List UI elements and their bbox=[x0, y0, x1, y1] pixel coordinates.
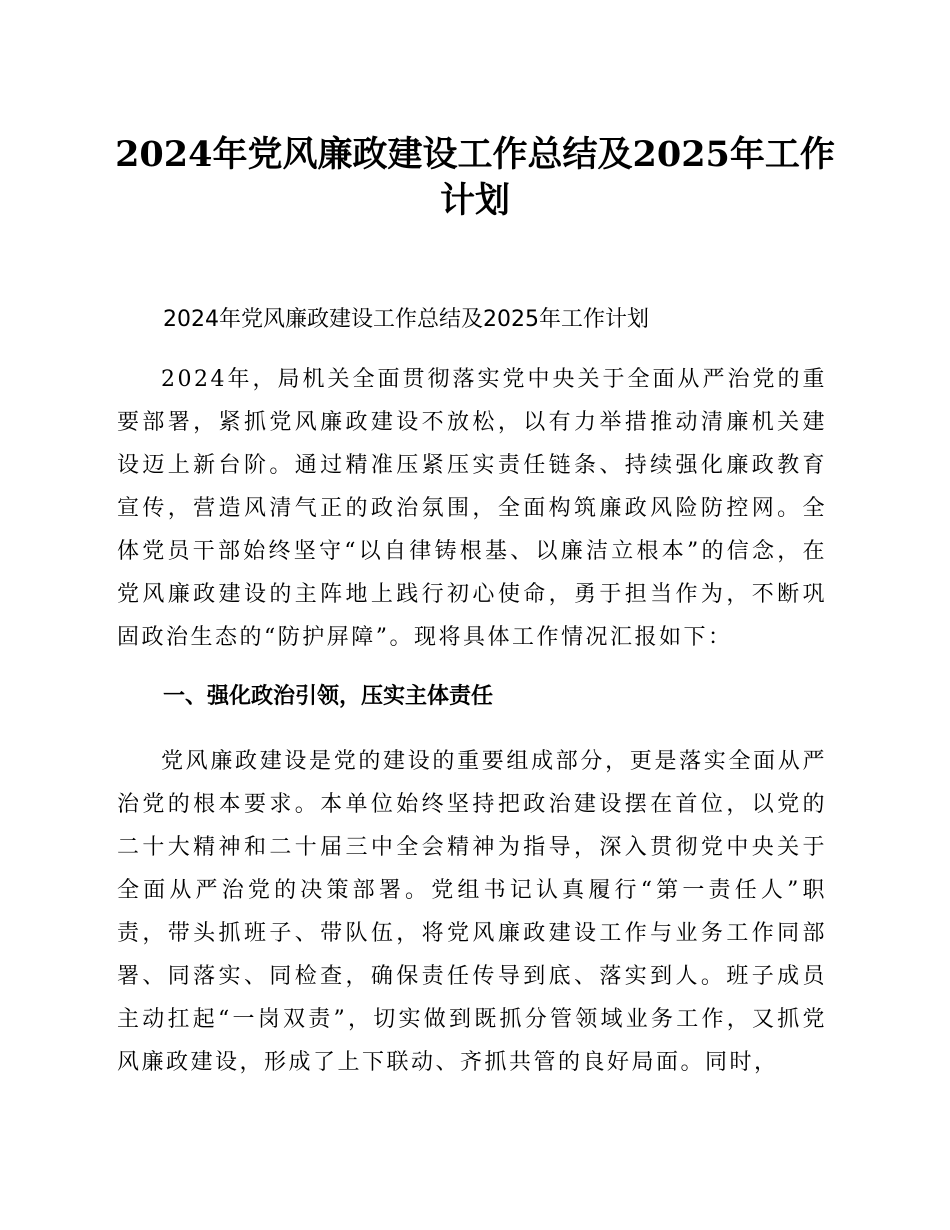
document-subtitle: 2024年党风廉政建设工作总结及2025年工作计划 bbox=[163, 307, 649, 332]
intro-paragraph: 2024年，局机关全面贯彻落实党中央关于全面从严治党的重要部署，紧抓党风廉政建设不放松，以有力举措推动清廉机关建设迈上新台阶。通过精准压紧压实责任链条、持续强化廉政教育宣传，营造风清气正的政治氛围，全面构筑廉政风险防控网。全体党员干部始终坚守“以自律铸根基、以廉洁立根本”的信念，在党风廉政建设的主阵地上践行初心使命，勇于担当作为，不断巩固政治生态的“防护屏障”。现将具体工作情况汇报如下： bbox=[117, 367, 827, 650]
document-title: 2024年党风廉政建设工作总结及2025年工作计划 bbox=[115, 134, 835, 221]
section-1-paragraph: 党风廉政建设是党的建设的重要组成部分，更是落实全面从严治党的根本要求。本单位始终坚持把政治建设摆在首位，以党的二十大精神和二十届三中全会精神为指导，深入贯彻党中央关于全面从严治党的决策部署。党组书记认真履行“第一责任人”职责，带头抓班子、带队伍，将党风廉政建设工作与业务工作同部署、同落实、同检查，确保责任传导到底、落实到人。班子成员主动扛起“一岗双责”，切实做到既抓分管领域业务工作，又抓党风廉政建设，形成了上下联动、齐抓共管的良好局面。同时， bbox=[117, 749, 827, 1075]
section-heading-1: 一、强化政治引领，压实主体责任 bbox=[163, 684, 494, 709]
